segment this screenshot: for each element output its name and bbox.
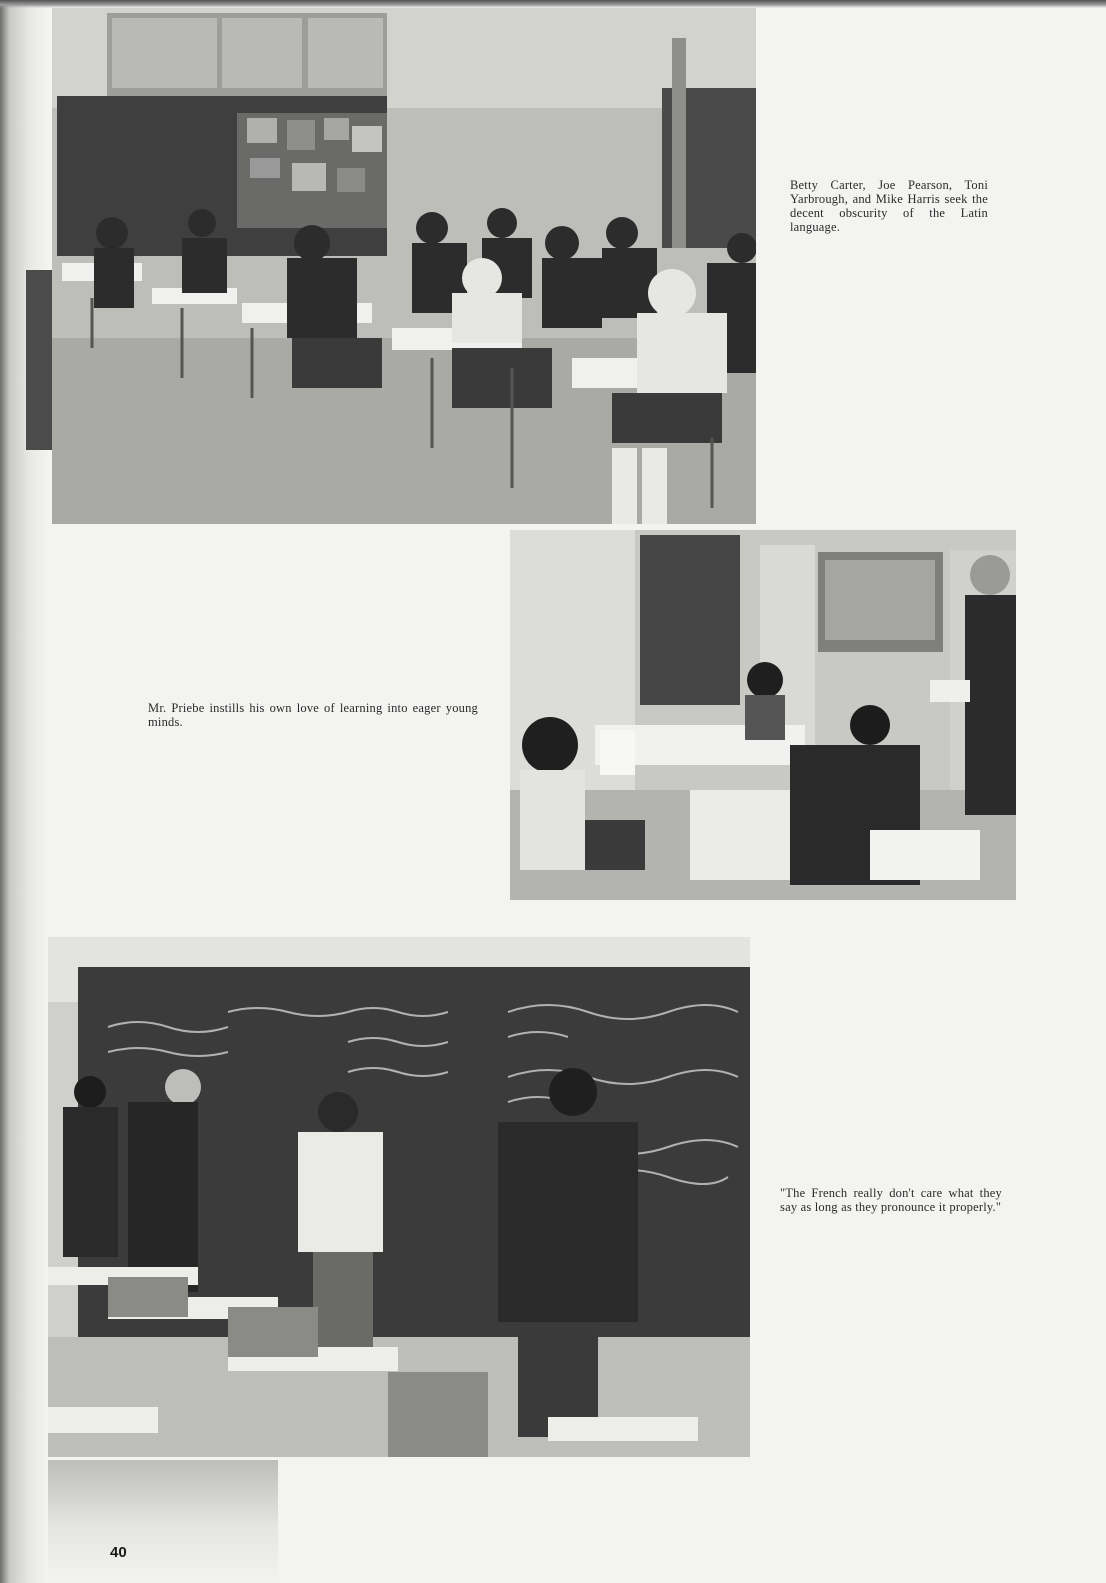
priebe-class-illustration: [510, 530, 1016, 900]
scan-shadow-top: [0, 0, 1106, 8]
page-foot-shadow: [48, 1460, 278, 1583]
latin-class-illustration: [52, 8, 756, 524]
caption-latin-class: Betty Carter, Joe Pearson, Toni Yarbrough, and Mike Harris seek the decent obscurity of the Latin language.: [790, 178, 988, 234]
page-binding-edge: [26, 270, 52, 450]
page-number: 40: [110, 1544, 127, 1561]
photo-latin-class: [52, 8, 756, 524]
french-chalkboard-illustration: [48, 937, 750, 1457]
photo-mr-priebe-class: [510, 530, 1016, 900]
caption-french-class: "The French really don't care what they say as long as they pronounce it properly.": [780, 1186, 1002, 1214]
photo-french-chalkboard: [48, 937, 750, 1457]
scan-shadow-left: [0, 0, 48, 1583]
caption-mr-priebe: Mr. Priebe instills his own love of learning into eager young minds.: [148, 701, 478, 729]
